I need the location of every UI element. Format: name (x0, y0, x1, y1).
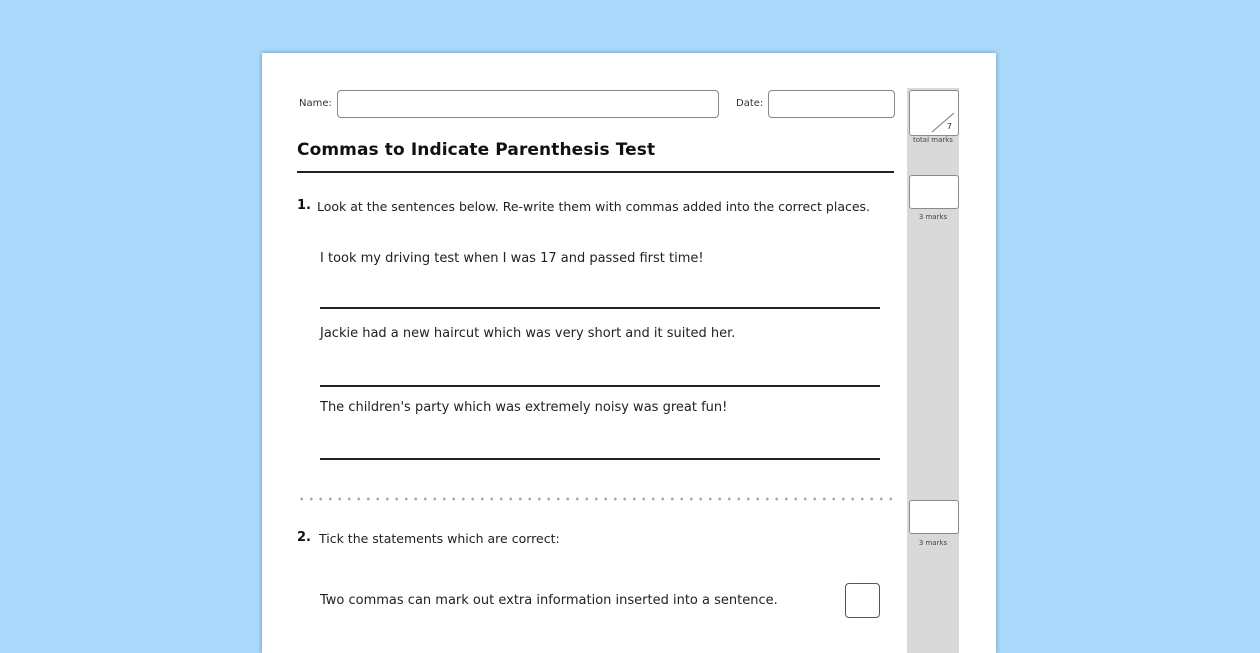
date-field[interactable] (768, 90, 895, 118)
q2-number: 2. (297, 530, 311, 545)
q1-sentence-1: I took my driving test when I was 17 and passed first time! (320, 251, 704, 266)
q1-answer-line-3[interactable] (320, 458, 880, 460)
name-field[interactable] (337, 90, 719, 118)
q2-prompt: Tick the statements which are correct: (319, 531, 560, 546)
total-marks-value: 7 (946, 122, 952, 131)
total-marks-box[interactable] (909, 90, 959, 136)
q1-marks-label: 3 marks (918, 213, 948, 221)
section-divider (297, 497, 894, 501)
date-label: Date: (736, 98, 764, 109)
page-title: Commas to Indicate Parenthesis Test (297, 140, 656, 160)
q2-marks-label: 3 marks (918, 539, 948, 547)
q1-sentence-3: The children's party which was extremely noisy was great fun! (320, 400, 728, 415)
q1-prompt: Look at the sentences below. Re-write them with commas added into the correct places. (317, 199, 871, 214)
marks-column (907, 88, 959, 653)
total-marks-label: total marks (913, 136, 953, 144)
q1-marks-box[interactable] (909, 175, 959, 209)
worksheet (262, 53, 996, 653)
q1-sentence-2: Jackie had a new haircut which was very short and it suited her. (320, 326, 736, 341)
q2-tick-box-1[interactable] (845, 583, 880, 618)
q2-statement-1: Two commas can mark out extra information inserted into a sentence. (320, 593, 778, 608)
q1-answer-line-1[interactable] (320, 307, 880, 309)
title-rule (297, 171, 894, 173)
name-label: Name: (299, 98, 332, 109)
q2-marks-box[interactable] (909, 500, 959, 534)
q1-number: 1. (297, 198, 311, 213)
q1-answer-line-2[interactable] (320, 385, 880, 387)
